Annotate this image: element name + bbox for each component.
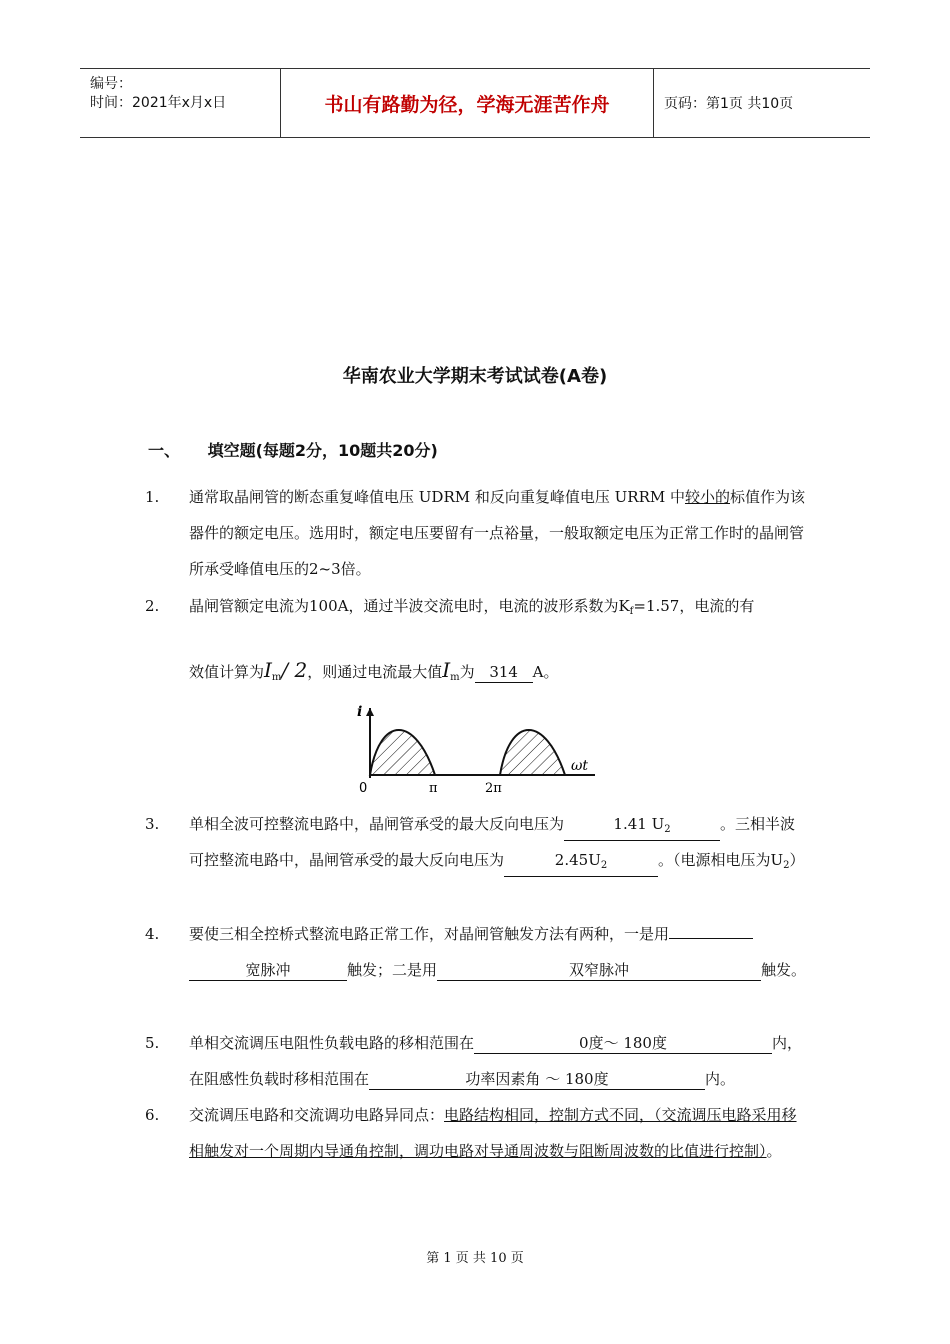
header-table xyxy=(80,68,870,138)
answer xyxy=(564,814,720,841)
section-heading xyxy=(148,438,438,461)
x-axis-label: ωt xyxy=(571,758,589,774)
question-text: 触发；二是用 xyxy=(347,961,438,979)
two-pi-label: 2π xyxy=(485,781,502,796)
section-label: 填空题(每题2分，10题共20分) xyxy=(207,441,438,460)
formula-im: I xyxy=(442,658,451,682)
question-text: 晶闸管额定电流为100A，通过半波交流电时，电流的波形系数为K xyxy=(189,597,630,615)
section-number: 一、 xyxy=(148,441,181,460)
subscript: 2 xyxy=(600,860,608,871)
question-text: 要使三相全控桥式整流电路正常工作，对晶闸管触发方法有两种，一是用 xyxy=(189,925,670,943)
page-info: 页码：第1页 共10页 xyxy=(664,96,794,112)
question-body xyxy=(189,1097,809,1169)
question-text: 内。 xyxy=(705,1070,736,1088)
header-page-cell xyxy=(654,69,870,137)
question-number: 5. xyxy=(145,1034,160,1052)
question-text: 触发。 xyxy=(761,961,807,979)
answer-text: 1.41 U xyxy=(613,815,665,833)
wave-2 xyxy=(500,730,565,775)
answer: 双窄脉冲 xyxy=(437,960,761,981)
answer: 0度～ 180度 xyxy=(474,1033,772,1054)
origin-label: 0 xyxy=(359,781,368,796)
subscript: 2 xyxy=(664,824,671,835)
formula-half: / 2 xyxy=(281,658,308,682)
question-text: 单相全波可控整流电路中，晶闸管承受的最大反向电压为 xyxy=(189,815,565,833)
question-text: 标值作为该器件的额定电压。选用时，额定电压要留有一点裕量，一般取额定电压为正常工作时的晶闸管所承受峰值电压的2~3倍。 xyxy=(189,488,806,578)
motto: 书山有路勤为径，学海无涯苦作舟 xyxy=(324,93,610,116)
question-number: 2. xyxy=(145,597,160,615)
answer xyxy=(504,850,658,877)
subscript: f xyxy=(629,606,634,617)
question-text: 效值计算为 xyxy=(189,663,265,681)
half-wave-figure xyxy=(345,700,605,800)
time-label: 时间：2021年x月x日 xyxy=(90,95,227,111)
question-text: 。三相半波可控整流电路中，晶闸管承受的最大反向电压为 xyxy=(189,815,796,869)
answer: 宽脉冲 xyxy=(189,960,347,981)
question-text: 通常取晶闸管的断态重复峰值电压 UDRM 和反向重复峰值电压 URRM 中 xyxy=(189,488,685,506)
y-axis-arrow xyxy=(366,708,374,716)
answer-lead xyxy=(669,938,753,939)
question-body xyxy=(189,916,809,988)
question-text: ） xyxy=(789,851,805,869)
header-left-cell xyxy=(80,69,281,137)
page-footer: 第 1 页 共 10 页 xyxy=(426,1251,524,1266)
y-axis-label: i xyxy=(357,704,363,720)
question-number: 3. xyxy=(145,815,160,833)
wave-1 xyxy=(370,730,435,775)
question-text: 。 xyxy=(766,1142,782,1160)
question-line xyxy=(189,652,809,696)
answer-text: 2.45U xyxy=(554,851,601,869)
question-body xyxy=(189,1025,809,1097)
answer: 较小的 xyxy=(684,488,730,506)
question-text: =1.57，电流的有 xyxy=(633,597,755,615)
subscript: 2 xyxy=(783,860,790,871)
answer: 电路结构相同，控制方式不同，（交流调压电路采用移相触发对一个周期内导通角控制，调功电路对导通周波数与阻断周波数的比值进行控制） xyxy=(189,1106,797,1160)
question-text: ，则通过电流最大值 xyxy=(307,663,443,681)
subscript: m xyxy=(271,672,282,683)
question-text: 为 xyxy=(459,663,475,681)
question-number: 6. xyxy=(145,1106,160,1124)
number-label: 编号： xyxy=(90,76,132,92)
question-text: A。 xyxy=(532,663,559,681)
subscript: m xyxy=(450,672,460,683)
question-text: 。（电源相电压为U xyxy=(658,851,784,869)
question-body xyxy=(189,806,809,884)
question-number: 4. xyxy=(145,925,160,943)
answer: 功率因素角 ～ 180度 xyxy=(369,1069,705,1090)
formula-im: I xyxy=(264,658,272,682)
answer: 314 xyxy=(475,662,533,683)
question-text: 内，在阻感性负载时移相范围在 xyxy=(189,1034,803,1088)
question-text: 单相交流调压电阻性负载电路的移相范围在 xyxy=(189,1034,475,1052)
question-number: 1. xyxy=(145,488,160,506)
question-text: 交流调压电路和交流调功电路异同点： xyxy=(189,1106,445,1124)
header-motto-cell xyxy=(281,69,654,137)
question-body xyxy=(189,479,809,587)
pi-label: π xyxy=(429,781,438,796)
question-body xyxy=(189,588,809,696)
exam-title: 华南农业大学期末考试试卷(A卷) xyxy=(342,366,608,387)
